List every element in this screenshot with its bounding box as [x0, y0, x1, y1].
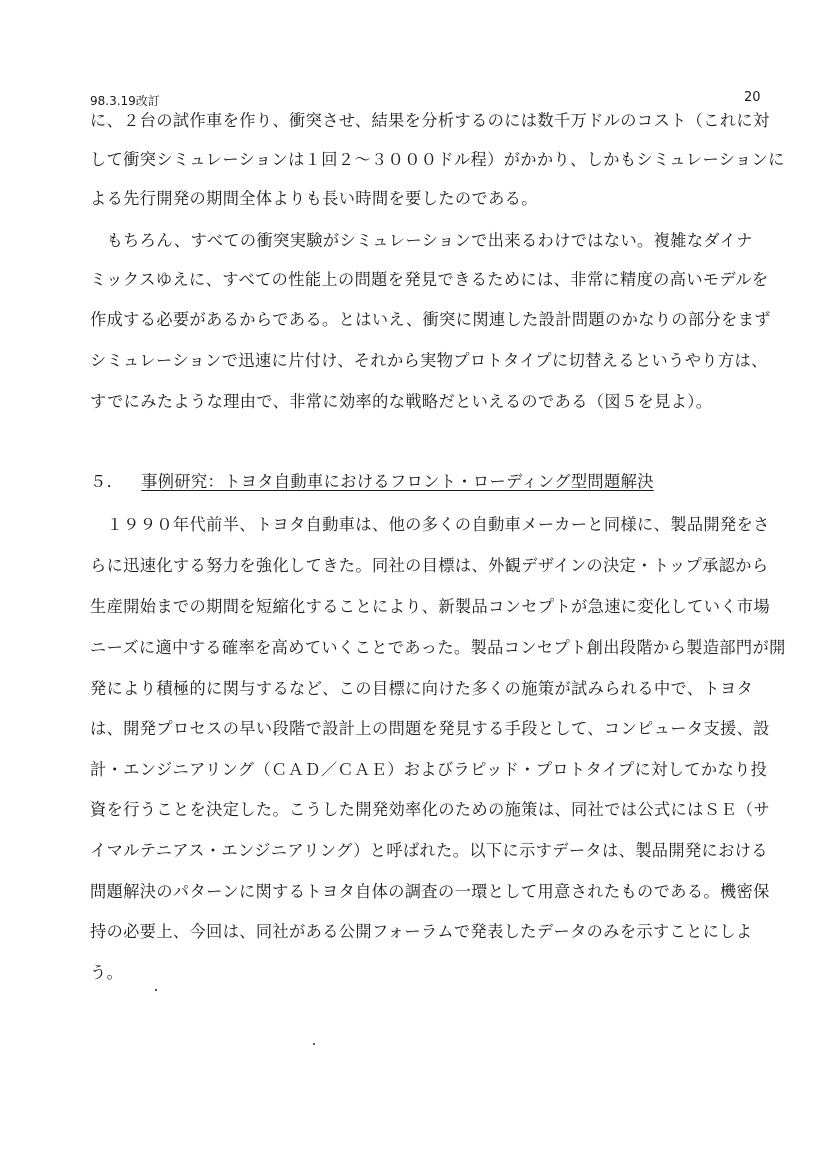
paragraph-line: よる先行開発の期間全体よりも長い時間を要したのである。 — [90, 189, 538, 208]
paragraph-line: もちろん、すべての衝突実験がシミュレーションで出来るわけではない。複雑なダイナ — [90, 231, 753, 250]
section-title: 事例研究：トヨタ自動車におけるフロント・ローディング型問題解決 — [141, 472, 654, 491]
paragraph-line: ニーズに適中する確率を高めていくことであった。製品コンセプト創出段階から製造部門が開 — [90, 638, 786, 657]
paragraph-line: 計・エンジニアリング（ＣＡＤ／ＣＡＥ）およびラピッド・プロトタイプに対してかなり投 — [90, 760, 768, 779]
paragraph-line: シミュレーションで迅速に片付け、それから実物プロトタイプに切替えるというやり方は、 — [90, 351, 768, 370]
revision-date: 98.3.19改訂 — [90, 94, 160, 108]
paragraph-line: ミックスゆえに、すべての性能上の問題を発見できるためには、非常に精度の高いモデルを — [90, 270, 769, 289]
paragraph-line: は、開発プロセスの早い段階で設計上の問題を発見する手段として、コンピュータ支援、設 — [90, 719, 770, 738]
paragraph-line: 持の必要上、今回は、同社がある公開フォーラムで発表したデータのみを示すことにしよ — [90, 922, 753, 941]
paragraph-line: 生産開始までの期間を短縮化することにより、新製品コンセプトが急速に変化していく市場 — [90, 597, 771, 616]
paragraph-line: イマルテニアス・エンジニアリング）と呼ばれた。以下に示すデータは、製品開発における — [90, 841, 768, 860]
paragraph-line: すでにみたような理由で、非常に効率的な戦略だといえるのである（図５を見よ）。 — [90, 392, 713, 411]
paragraph-line: 資を行うことを決定した。こうした開発効率化のための施策は、同社では公式にはＳＥ（サ — [90, 800, 771, 819]
paragraph-line: 発により積極的に関与するなど、この目標に向けた多くの施策が試みられる中で、トヨタ — [90, 679, 754, 698]
paragraph-line: して衝突シミュレーションは１回２～３０００ドル程）がかかり、しかもシミュレーションに — [90, 150, 785, 169]
section-number: ５． — [90, 472, 124, 491]
paragraph-line: １９９０年代前半、トヨタ自動車は、他の多くの自動車メーカーと同様に、製品開発をさ — [90, 515, 770, 534]
scan-speck — [313, 1043, 315, 1045]
page-number: 20 — [744, 90, 761, 105]
paragraph-line: に、２台の試作車を作り、衝突させ、結果を分析するのには数千万ドルのコスト（これに対 — [90, 111, 770, 130]
section-heading — [90, 472, 654, 492]
paragraph-line: 問題解決のパターンに関するトヨタ自体の調査の一環として用意されたものである。機密保 — [90, 882, 770, 901]
paragraph-line: 作成する必要があるからである。とはいえ、衝突に関連した設計問題のかなりの部分をまず — [90, 310, 771, 329]
scan-speck — [155, 989, 157, 991]
paragraph-line: う。 — [90, 963, 124, 982]
paragraph-line: らに迅速化する努力を強化してきた。同社の目標は、外観デザインの決定・トップ承認から — [90, 556, 769, 575]
